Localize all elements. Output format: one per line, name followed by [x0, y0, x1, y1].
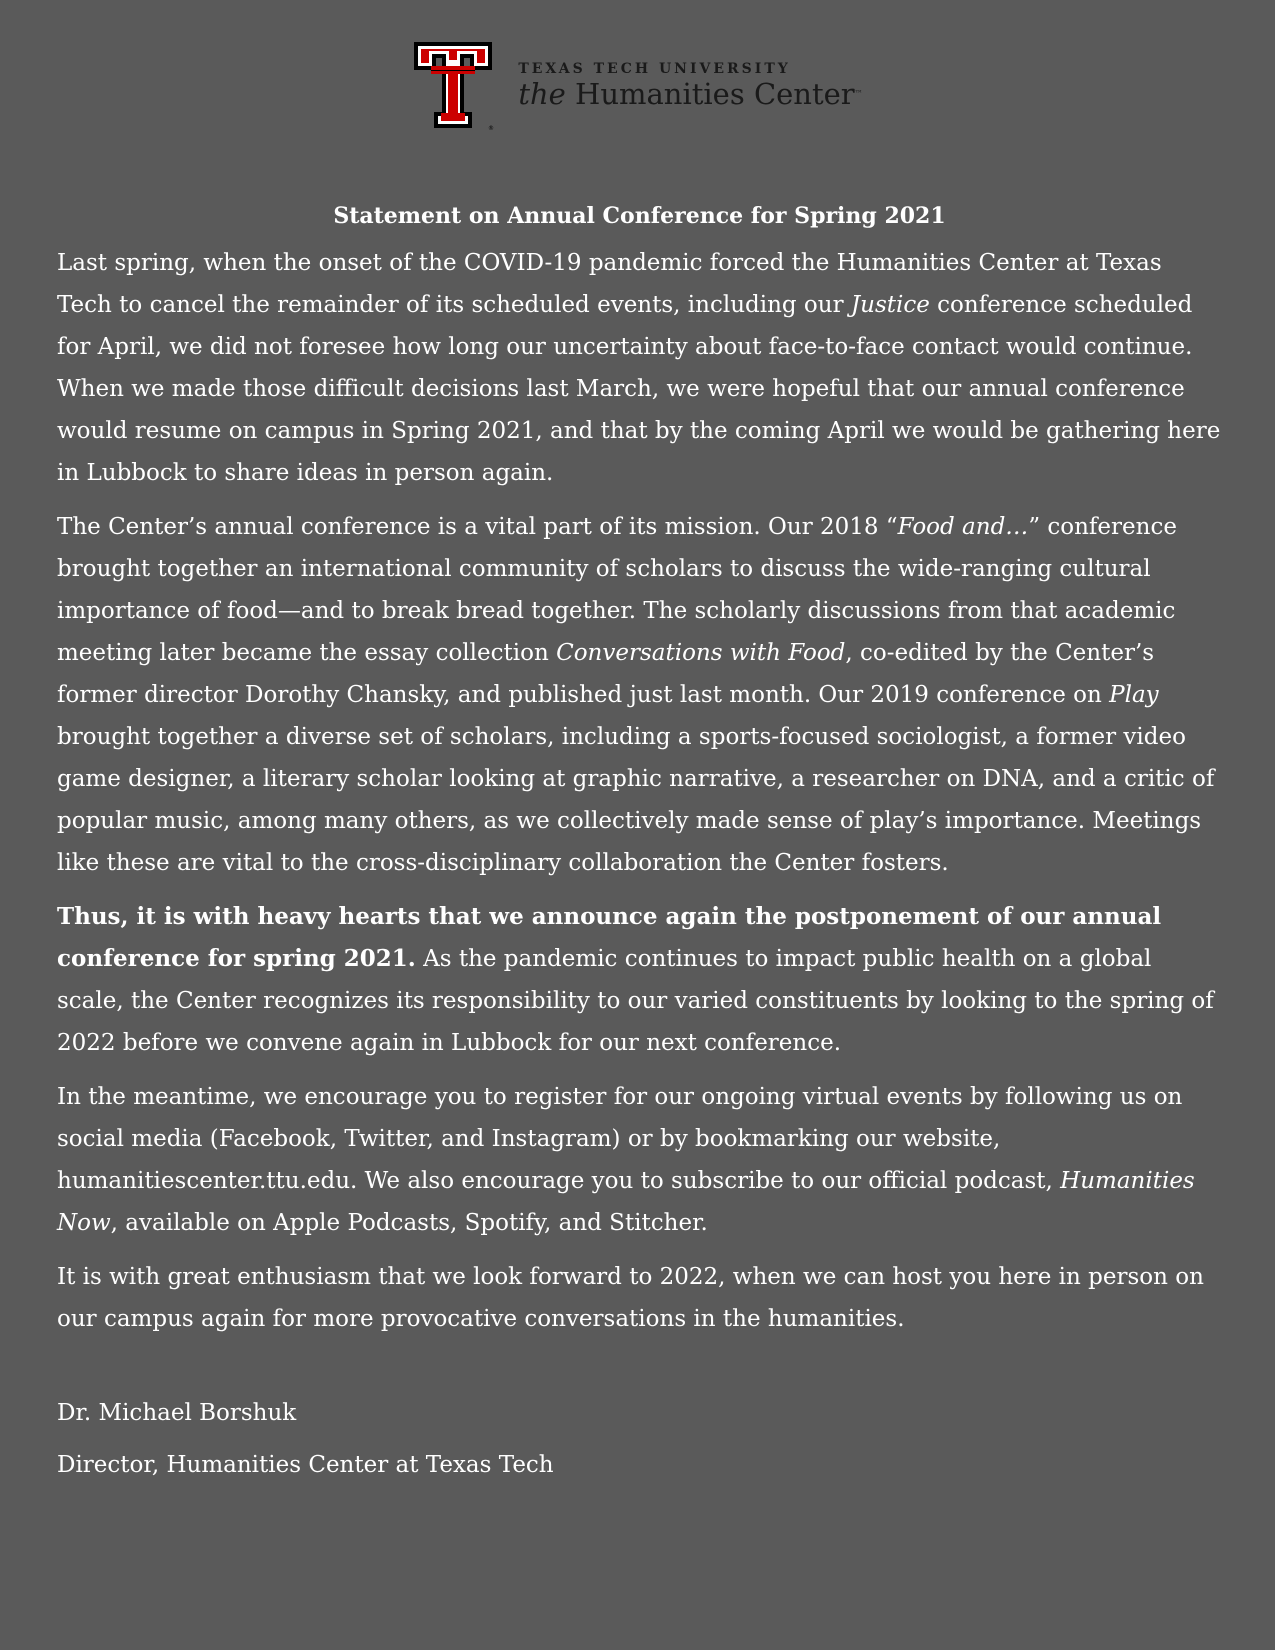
p3-text-b: As the pandemic continues to impact public health on a global scale, the Center recognizes its responsibility to our varied constituents by looking to the spring of 2022 before we convene again in Lubbock for our next conference. — [57, 946, 1214, 1056]
logo-university: TEXAS TECH UNIVERSITY — [518, 61, 791, 77]
p2-food-and: Food and… — [897, 514, 1029, 540]
paragraph-4 — [57, 1076, 1222, 1244]
header — [0, 40, 1275, 132]
p2-text-g: brought together a diverse set of scholars, including a sports-focused sociologist, a former video game designer, a literary scholar looking at graphic narrative, a researcher on DNA, and a critic of popular music, among many others, as we collectively made sense of play’s importance. Meetings like these are vital to the cross-disciplinary collaboration the Center fosters. — [57, 724, 1215, 876]
logo-text — [518, 61, 862, 111]
signature-name: Dr. Michael Borshuk — [57, 1400, 297, 1426]
p2-text-e: , co-edited by the Center’s former director Dorothy Chansky, and published just last month. Our 2019 conference on — [57, 640, 1155, 708]
p1-justice: Justice — [850, 292, 930, 318]
paragraph-3 — [57, 896, 1222, 1064]
p2-play: Play — [1109, 682, 1159, 708]
p1-text-c: conference scheduled for April, we did not foresee how long our uncertainty about face-to-face contact would continue. When we made those difficult decisions last March, we were hopeful that our annual conference would resume on campus in Spring 2021, and that by the coming April we would be gathering here in Lubbock to share ideas in person again. — [57, 292, 1221, 486]
p2-conversations-with-food: Conversations with Food — [556, 640, 846, 666]
p3-announcement: Thus, it is with heavy hearts that we announce again the postponement of our annual conference for spring 2021. — [57, 903, 1162, 972]
page-title: Statement on Annual Conference for Spring 2021 — [333, 203, 946, 229]
paragraph-5: It is with great enthusiasm that we look forward to 2022, when we can host you here in person on our campus again for more provocative conversations in the humanities. — [57, 1264, 1204, 1332]
logo-humanities-center: Humanities Center — [575, 77, 855, 111]
p1-text-a: Last spring, when the onset of the COVID-19 pandemic forced the Humanities Center at Texas Tech to cancel the remainder of its scheduled events, including our — [57, 250, 1162, 318]
p2-text-c: ” conference brought together an international community of scholars to discuss the wide-ranging cultural importance of food—and to break bread together. The scholarly discussions from that academic meeting later became the essay collection — [57, 514, 1177, 666]
p4-humanities-now: Humanities Now — [57, 1168, 1195, 1236]
p4-text-c: , available on Apple Podcasts, Spotify, and Stitcher. — [110, 1210, 708, 1236]
signature-role: Director, Humanities Center at Texas Tech — [57, 1452, 554, 1478]
logo-the: the — [518, 77, 566, 111]
paragraph-1 — [57, 242, 1222, 494]
statement-body — [57, 198, 1222, 1352]
logo-center-name — [518, 77, 862, 111]
p2-text-a: The Center’s annual conference is a vital part of its mission. Our 2018 “ — [57, 514, 898, 540]
logo-trademark: ™ — [854, 89, 863, 98]
svg-text:®: ® — [488, 125, 495, 132]
humanities-center-logo — [412, 40, 862, 132]
texas-tech-double-t-logo — [412, 40, 502, 132]
paragraph-2 — [57, 506, 1222, 884]
p4-text-a: In the meantime, we encourage you to register for our ongoing virtual events by following us on social media (Facebook, Twitter, and Instagram) or by bookmarking our website, humanitiescenter.ttu.edu. We also encourage you to subscribe to our official podcast, — [57, 1084, 1183, 1194]
